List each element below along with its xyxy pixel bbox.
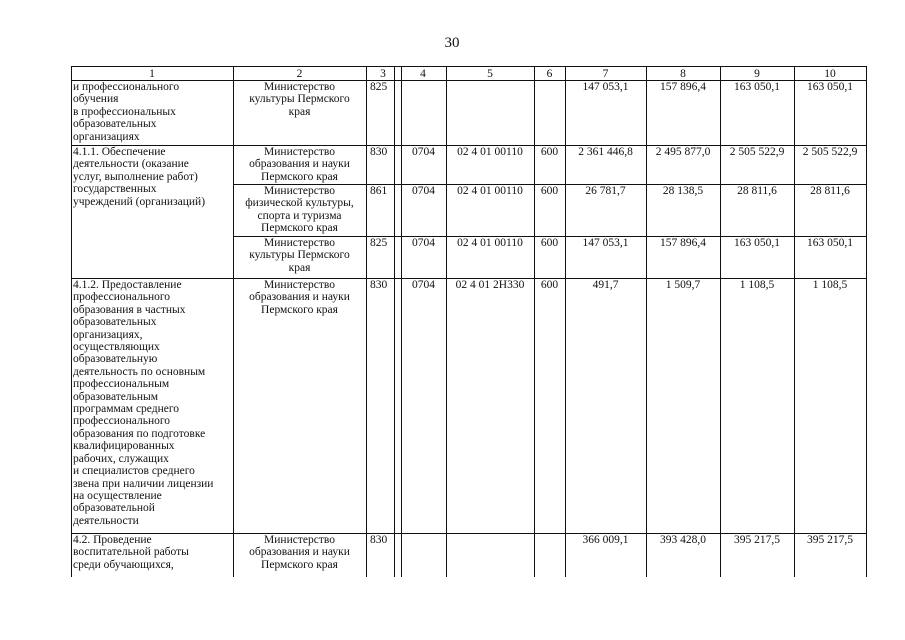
- cell-c9: 2 505 522,9: [729, 146, 785, 158]
- cell-c10: 163 050,1: [807, 237, 853, 249]
- column-header-5: 5: [487, 68, 493, 80]
- page-number: 30: [444, 35, 460, 51]
- organization-name: Министерство физической культуры, спорта и туризма Пермского края: [245, 185, 354, 235]
- table-top-rule: [71, 66, 866, 67]
- column-header-10: 10: [824, 68, 836, 80]
- cell-c3: 830: [370, 146, 388, 158]
- organization-name: Министерство культуры Пермского края: [249, 81, 350, 118]
- column-rule: [446, 66, 447, 577]
- cell-c7: 26 781,7: [585, 185, 626, 197]
- cell-c5: 02 4 01 2Н330: [455, 279, 525, 291]
- cell-c6: 600: [540, 279, 559, 291]
- cell-c3: 830: [370, 534, 388, 546]
- cell-c10: 1 108,5: [812, 279, 848, 291]
- column-header-3: 3: [380, 68, 386, 80]
- column-rule: [794, 66, 795, 577]
- row-name: 4.1.1. Обеспечение деятельности (оказание услуг, выполнение работ) государственных учреждений (организаций): [73, 146, 206, 208]
- cell-c3: 830: [370, 279, 388, 291]
- row-name: и профессионального обучения в профессиональных образовательных организациях: [73, 81, 180, 143]
- cell-c6: 600: [540, 146, 559, 158]
- cell-c9: 1 108,5: [739, 279, 775, 291]
- cell-c3: 825: [370, 237, 388, 249]
- cell-c4: 0704: [412, 185, 435, 197]
- cell-c5: 02 4 01 00110: [457, 146, 523, 158]
- cell-c10: 163 050,1: [807, 81, 853, 93]
- cell-c8: 157 896,4: [660, 237, 706, 249]
- column-rule: [646, 66, 647, 577]
- cell-c7: 147 053,1: [582, 81, 629, 93]
- cell-c4: 0704: [412, 279, 435, 291]
- column-header-7: 7: [602, 68, 609, 80]
- cell-c7: 491,7: [592, 279, 619, 291]
- cell-c10: 2 505 522,9: [802, 146, 858, 158]
- cell-c10: 28 811,6: [810, 185, 850, 197]
- cell-c9: 163 050,1: [734, 237, 780, 249]
- organization-name: Министерство образования и науки Пермского края: [249, 534, 350, 571]
- row-name: 4.2. Проведение воспитательной работы среди обучающихся,: [73, 534, 189, 571]
- column-rule: [366, 66, 367, 577]
- column-header-9: 9: [754, 68, 760, 80]
- column-rule: [401, 66, 402, 577]
- row-name: 4.1.2. Предоставление профессионального образования в частных образовательных организациях, осуществляющих образовательную деятельность по основным профессиональным образовательным программам среднего профессионального образования по подготовке квалифицированных рабочих, служащих и специалистов среднего звена при наличии лицензии на осуществление образовательной деятельности: [73, 279, 214, 527]
- cell-c4: 0704: [412, 237, 435, 249]
- column-rule: [720, 66, 721, 577]
- column-header-8: 8: [680, 68, 686, 80]
- column-header-6: 6: [546, 68, 553, 80]
- column-rule: [233, 66, 234, 577]
- cell-c7: 147 053,1: [582, 237, 629, 249]
- cell-c3: 825: [370, 81, 388, 93]
- column-rule: [534, 66, 535, 577]
- cell-c7: 2 361 446,8: [578, 146, 633, 158]
- cell-c8: 393 428,0: [660, 534, 706, 546]
- cell-c4: 0704: [412, 146, 435, 158]
- column-rule: [866, 66, 867, 577]
- cell-c8: 157 896,4: [660, 81, 706, 93]
- organization-name: Министерство образования и науки Пермского края: [249, 146, 350, 183]
- cell-c8: 1 509,7: [665, 279, 701, 291]
- cell-c8: 28 138,5: [662, 185, 704, 197]
- column-header-2: 2: [296, 68, 303, 80]
- cell-c6: 600: [540, 237, 559, 249]
- cell-c6: 600: [540, 185, 559, 197]
- cell-c9: 395 217,5: [734, 534, 780, 546]
- cell-c7: 366 009,1: [582, 534, 629, 546]
- column-rule: [394, 66, 395, 577]
- cell-c9: 163 050,1: [734, 81, 780, 93]
- column-rule: [565, 66, 566, 577]
- organization-name: Министерство образования и науки Пермского края: [249, 279, 350, 316]
- column-rule: [71, 66, 72, 577]
- cell-c9: 28 811,6: [737, 185, 777, 197]
- column-header-4: 4: [420, 68, 426, 80]
- cell-c8: 2 495 877,0: [655, 146, 711, 158]
- column-header-1: 1: [149, 68, 155, 80]
- organization-name: Министерство культуры Пермского края: [249, 237, 350, 274]
- cell-c5: 02 4 01 00110: [457, 237, 523, 249]
- cell-c3: 861: [370, 185, 388, 197]
- cell-c5: 02 4 01 00110: [457, 185, 523, 197]
- cell-c10: 395 217,5: [807, 534, 853, 546]
